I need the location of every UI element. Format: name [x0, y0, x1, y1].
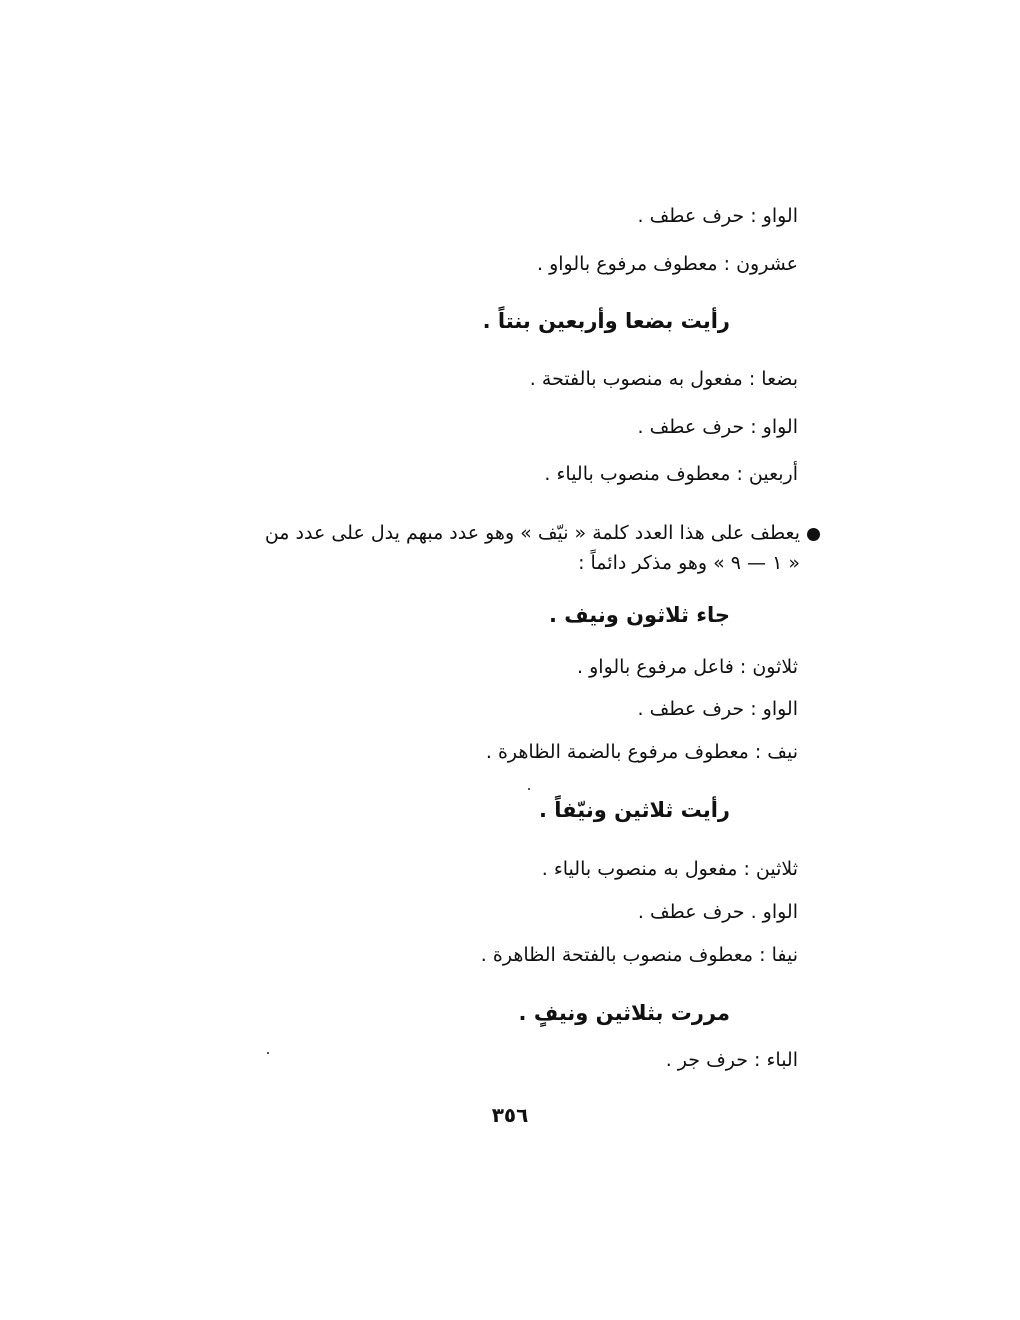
text-line: الواو : حرف عطف . [637, 416, 798, 438]
example-heading: جاء ثلاثون ونيف . [549, 603, 730, 627]
text-line: أربعين : معطوف منصوب بالياء . [544, 463, 798, 485]
text-line: ثلاثين : مفعول به منصوب بالياء . [541, 858, 798, 880]
text-line: الواو . حرف عطف . [637, 901, 798, 923]
text-line: عشرون : معطوف مرفوع بالواو . [536, 253, 798, 275]
text-line: نيفا : معطوف منصوب بالفتحة الظاهرة . [480, 944, 798, 966]
bullet-line-2: « ١ — ٩ » وهو مذكر دائماً : [578, 552, 800, 574]
bullet-line-1: يعطف على هذا العدد كلمة « نيّف » وهو عدد مبهم يدل على عدد من [264, 522, 800, 544]
example-heading: رأيت بضعا وأربعين بنتاً . [482, 309, 730, 333]
text-line: ثلاثون : فاعل مرفوع بالواو . [577, 656, 798, 678]
text-line: الواو : حرف عطف . [637, 205, 798, 227]
scan-speck [267, 1052, 269, 1054]
text-line: نيف : معطوف مرفوع بالضمة الظاهرة . [485, 741, 798, 763]
example-heading: رأيت ثلاثين ونيّفاً . [538, 798, 730, 822]
example-heading: مررت بثلاثين ونيفٍ . [518, 1001, 730, 1025]
text-line: الباء : حرف جر . [665, 1049, 798, 1071]
text-line: الواو : حرف عطف . [637, 698, 798, 720]
bullet-paragraph [182, 518, 822, 578]
text-line: بضعا : مفعول به منصوب بالفتحة . [529, 368, 798, 390]
page-number: ٣٥٦ [491, 1103, 529, 1127]
scan-speck [528, 788, 530, 790]
